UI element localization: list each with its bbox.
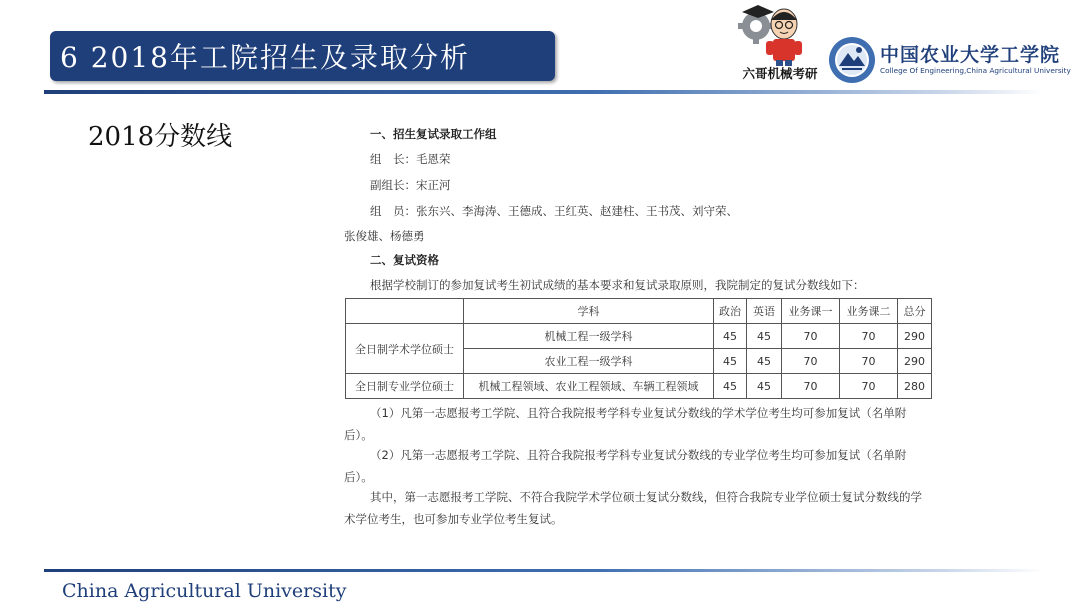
table-header-blank [346, 299, 464, 324]
table-cell: 70 [840, 324, 898, 349]
note-3-line1: 其中，第一志愿报考工学院、不符合我院学术学位硕士复试分数线，但符合我院专业学位硕士复试分数线的学 [370, 490, 922, 504]
table-row [346, 374, 932, 399]
section1-heading: 一、招生复试录取工作组 [370, 127, 497, 141]
section2-intro: 根据学校制订的参加复试考生初试成绩的基本要求和复试录取原则，我院制定的复试分数线如下： [370, 278, 865, 292]
table-cell: 70 [782, 349, 840, 374]
section2-heading: 二、复试资格 [370, 253, 439, 267]
footer-divider [44, 569, 1044, 572]
mascot-label: 六哥机械考研 [742, 66, 818, 81]
table-cell: 70 [840, 374, 898, 399]
slide-subtitle: 2018分数线 [88, 122, 233, 152]
note-2-line2: 后）。 [344, 470, 373, 484]
table-cell: 70 [840, 349, 898, 374]
table-header: 业务课二 [840, 299, 898, 324]
table-category: 全日制学术学位硕士 [346, 324, 464, 374]
table-cell-subject: 机械工程领域、农业工程领域、车辆工程领域 [464, 374, 714, 399]
table-cell: 70 [782, 374, 840, 399]
note-1-line2: 后）。 [344, 428, 373, 442]
group-members-line2: 张俊雄、杨德勇 [344, 229, 425, 243]
table-cell: 280 [898, 374, 932, 399]
table-cell: 290 [898, 349, 932, 374]
table-header: 学科 [464, 299, 714, 324]
table-cell: 290 [898, 324, 932, 349]
university-name-cn: 中国农业大学工学院 [880, 44, 1061, 66]
table-cell-subject: 机械工程一级学科 [464, 324, 714, 349]
note-1-line1: （1）凡第一志愿报考工学院、且符合我院报考学科专业复试分数线的学术学位考生均可参加复试（名单附 [370, 406, 907, 420]
group-deputy: 副组长：宋正河 [370, 178, 451, 192]
footer-text: China Agricultural University [62, 580, 347, 602]
note-1 [344, 402, 944, 446]
table-header: 总分 [898, 299, 932, 324]
table-cell: 45 [747, 349, 782, 374]
table-cell: 45 [747, 324, 782, 349]
table-cell-subject: 农业工程一级学科 [464, 349, 714, 374]
university-seal-icon [828, 36, 876, 84]
table-cell: 45 [747, 374, 782, 399]
university-name-en: College Of Engineering,China Agricultural University [880, 66, 1071, 75]
group-members-line1: 组 员：张东兴、李海涛、王德成、王红英、赵建柱、王书茂、刘守荣、 [370, 204, 738, 218]
page-title: 6 2018年工院招生及录取分析 [60, 41, 470, 74]
table-cell: 45 [714, 349, 747, 374]
note-2-line1: （2）凡第一志愿报考工学院、且符合我院报考学科专业复试分数线的专业学位考生均可参加复试（名单附 [370, 448, 907, 462]
group-leader: 组 长：毛恩荣 [370, 152, 451, 166]
table-cell: 45 [714, 324, 747, 349]
table-header: 业务课一 [782, 299, 840, 324]
note-3-line2: 术学位考生，也可参加专业学位考生复试。 [344, 512, 563, 526]
table-header-row [346, 299, 932, 324]
note-2 [344, 444, 944, 488]
table-cell: 45 [714, 374, 747, 399]
table-row [346, 324, 932, 349]
title-banner [50, 31, 555, 81]
table-category: 全日制专业学位硕士 [346, 374, 464, 399]
score-table [345, 298, 932, 399]
table-cell: 70 [782, 324, 840, 349]
header-divider [44, 90, 1044, 94]
note-3 [344, 486, 944, 530]
table-header: 政治 [714, 299, 747, 324]
table-header: 英语 [747, 299, 782, 324]
